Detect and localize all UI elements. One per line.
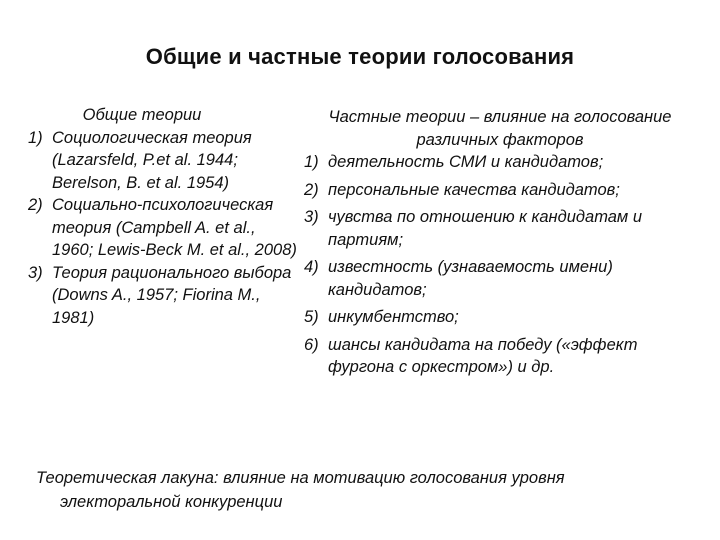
slide-title: Общие и частные теории голосования bbox=[145, 44, 575, 69]
particular-theory-item-6 bbox=[304, 334, 704, 379]
general-theories-heading: Общие теории bbox=[82, 106, 202, 124]
item-number: 1) bbox=[304, 153, 319, 171]
item-number: 3) bbox=[28, 263, 43, 282]
general-theory-item-1 bbox=[28, 127, 298, 195]
item-text: чувства по отношению к кандидатам и партиям; bbox=[328, 208, 643, 249]
general-theory-item-2 bbox=[28, 194, 298, 262]
research-gap-line-1: Теоретическая лакуна: влияние на мотивацию голосования уровня bbox=[36, 469, 565, 487]
item-text: персональные качества кандидатов; bbox=[328, 180, 620, 199]
particular-theories-column bbox=[304, 106, 704, 384]
particular-theory-item-1 bbox=[304, 151, 704, 174]
item-text: Теория рационального выбора (Downs A., 1957; Fiorina M., 1981) bbox=[52, 263, 292, 327]
item-number: 4) bbox=[304, 258, 319, 276]
particular-theory-item-3 bbox=[304, 206, 704, 251]
item-text: деятельность СМИ и кандидатов; bbox=[328, 153, 604, 171]
particular-theory-item-4 bbox=[304, 256, 704, 301]
item-text: Социально-психологическая теория (Campbell A. et al., 1960; Lewis-Beck M. et al., 2008) bbox=[52, 196, 297, 259]
general-theories-column bbox=[28, 104, 298, 329]
particular-theory-item-2 bbox=[304, 179, 704, 202]
research-gap-note bbox=[36, 466, 686, 514]
item-text: инкумбентство; bbox=[328, 308, 459, 326]
item-text: известность (узнаваемость имени) кандидатов; bbox=[328, 258, 613, 299]
general-theory-item-3 bbox=[28, 262, 298, 330]
item-number: 6) bbox=[304, 335, 319, 354]
item-number: 2) bbox=[28, 196, 43, 214]
item-text: шансы кандидата на победу («эффект фургона с оркестром») и др. bbox=[328, 335, 638, 376]
item-number: 1) bbox=[28, 128, 43, 147]
item-number: 3) bbox=[304, 208, 319, 226]
particular-theories-heading: Частные теории – влияние на голосование различных факторов bbox=[328, 108, 672, 149]
research-gap-line-2: электоральной конкуренции bbox=[60, 493, 283, 511]
item-number: 5) bbox=[304, 308, 319, 326]
particular-theory-item-5 bbox=[304, 306, 704, 329]
item-text: Социологическая теория (Lazarsfeld, P.et al. 1944; Berelson, B. et al. 1954) bbox=[52, 128, 252, 192]
item-number: 2) bbox=[304, 180, 319, 199]
